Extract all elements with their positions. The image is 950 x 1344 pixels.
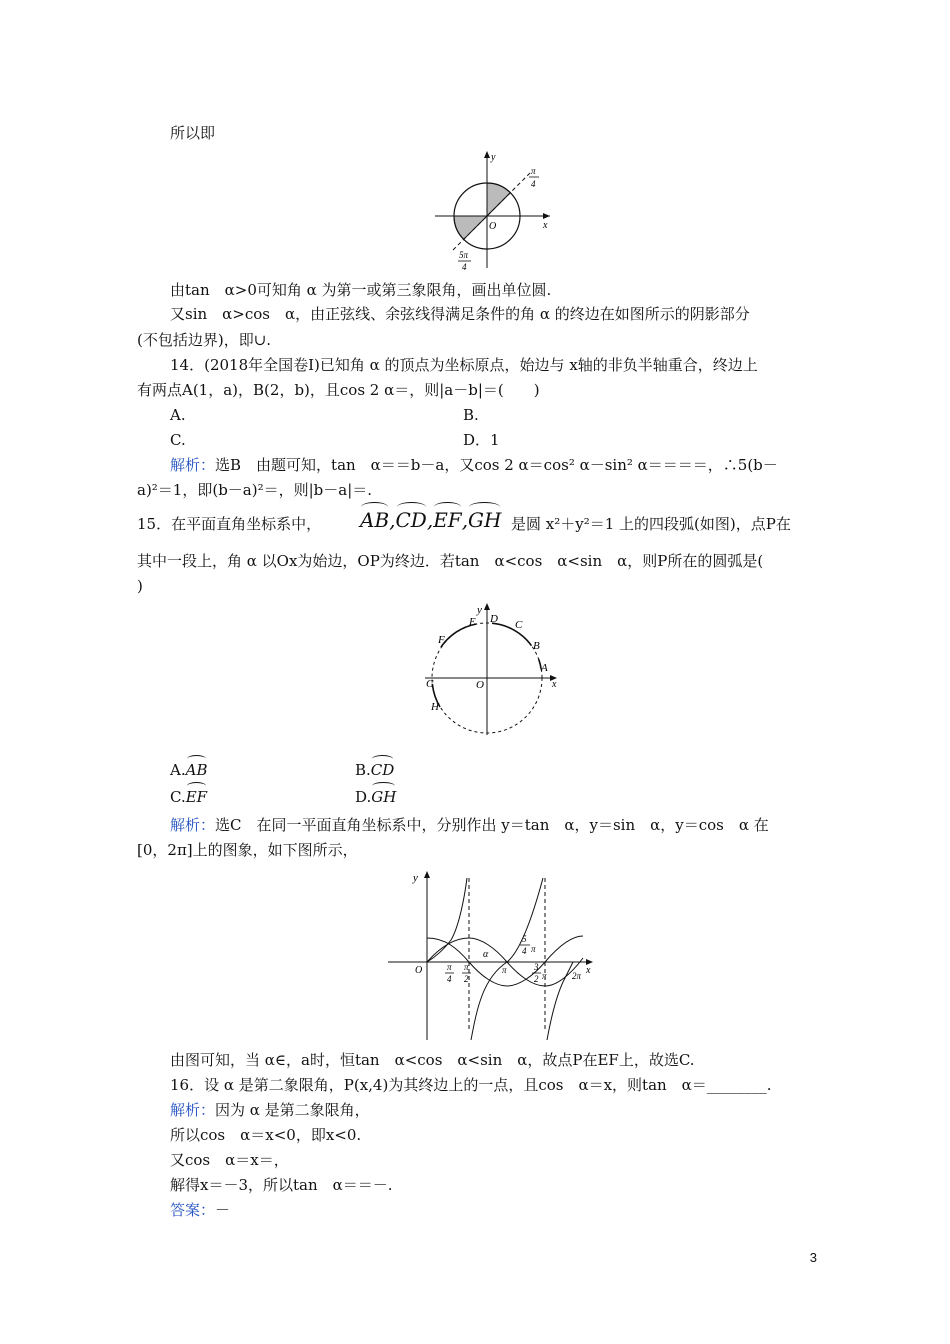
- point-c-label: C: [515, 619, 523, 631]
- answer-value: －: [215, 1201, 231, 1219]
- arc-cd: CD: [395, 508, 427, 532]
- origin-label: O: [415, 965, 423, 976]
- denominator-label: 4: [531, 179, 536, 189]
- origin-label: O: [489, 221, 497, 232]
- y-axis-label: y: [477, 604, 482, 616]
- solution-label: 解析：: [170, 816, 216, 834]
- text-line: 所以即: [170, 124, 216, 142]
- question-14: 14．(2018年全国卷Ⅰ)已知角 α 的顶点为坐标原点，始边与 x轴的非负半轴重合，终边上: [170, 356, 758, 374]
- tick-five-quarter: 5: [522, 934, 527, 944]
- option-a: A.: [170, 406, 186, 424]
- arc-ef: EF: [185, 788, 208, 806]
- solution-label: 解析：: [170, 1101, 216, 1119]
- solution-15: [170, 815, 769, 835]
- answer-label: 答案：: [170, 1201, 216, 1219]
- tick-denominator: 4: [447, 974, 452, 984]
- text-line: 由tan α>0可知角 α 为第一或第三象限角，画出单位圆.: [170, 281, 552, 299]
- arc-list: [360, 508, 501, 532]
- option-c: C.: [170, 431, 186, 449]
- point-b-label: B: [533, 640, 540, 652]
- answer-16: [170, 1200, 230, 1220]
- x-axis-label: x: [552, 679, 557, 690]
- option-letter: A.: [170, 761, 186, 779]
- question-15-prefix: 15．在平面直角坐标系中，: [137, 515, 322, 533]
- text-line: 又sin α>cos α，由正弦线、余弦线得满足条件的角 α 的终边在如图所示的阴影部分: [170, 305, 750, 323]
- y-axis-label: y: [413, 872, 418, 884]
- question-15-cont: 其中一段上，角 α 以Ox为始边，OP为终边．若tan α<cos α<sin α，则P所在的圆弧是(: [137, 552, 764, 570]
- option-a: [170, 760, 207, 780]
- option-b: [355, 760, 394, 780]
- x-axis-label: x: [543, 220, 548, 231]
- solution-16-line: 所以cos α＝x<0，即x<0.: [170, 1126, 362, 1144]
- point-g-label: G: [426, 678, 434, 690]
- solution-text: 选B 由题可知，tan α＝＝b－a，又cos 2 α＝cos² α－sin² α＝＝＝＝，∴5(b－: [215, 456, 778, 474]
- tick-pi: π: [531, 944, 536, 954]
- solution-16-line: 又cos α＝x＝，: [170, 1151, 289, 1169]
- point-d-label: D: [490, 613, 498, 625]
- denominator-label: 4: [462, 262, 467, 272]
- option-d: D．1: [463, 431, 500, 449]
- point-a-label: A: [541, 662, 548, 674]
- option-d: [355, 787, 396, 807]
- solution-16-line: 解得x＝－3，所以tan α＝＝－.: [170, 1176, 393, 1194]
- point-e-label: E: [469, 616, 476, 628]
- solution-15-cont: [0，2π]上的图象，如下图所示，: [137, 841, 358, 859]
- arc-ab: AB: [360, 508, 390, 532]
- unit-circle-shaded-figure: [425, 148, 560, 273]
- question-15-suffix: 是圆 x²＋y²＝1 上的四段弧(如图)，点P在: [511, 515, 791, 533]
- solution-text: 选C 在同一平面直角坐标系中，分别作出 y＝tan α，y＝sin α，y＝cos α 在: [215, 816, 769, 834]
- question-15-paren: ): [137, 577, 143, 595]
- point-f-label: F: [438, 634, 445, 646]
- solution-label: 解析：: [170, 456, 216, 474]
- page-number: 3: [809, 1250, 817, 1265]
- separator: ,: [461, 508, 469, 532]
- tick-three-half: 3: [534, 962, 539, 972]
- x-axis-label: x: [586, 965, 591, 976]
- pi-label: π: [531, 166, 536, 176]
- solution-14: [170, 455, 778, 475]
- tick-denominator: 2: [464, 974, 469, 984]
- option-letter: B.: [355, 761, 371, 779]
- question-16: 16．设 α 是第二象限角，P(x,4)为其终边上的一点，且cos α＝x，则tan α＝________.: [170, 1076, 772, 1094]
- tick-denominator: 2: [534, 974, 539, 984]
- tick-pi-over-4: π: [447, 962, 452, 972]
- separator: ,: [426, 508, 434, 532]
- five-pi-label: 5π: [459, 250, 469, 260]
- arc-gh: GH: [468, 508, 502, 532]
- tick-two-pi: 2π: [572, 971, 582, 981]
- solution-16: [170, 1100, 370, 1120]
- option-letter: C.: [170, 788, 186, 806]
- origin-label: O: [476, 679, 484, 691]
- separator: ,: [389, 508, 396, 532]
- unit-circle-arcs-figure: [420, 600, 565, 740]
- trig-graphs-figure: [385, 868, 600, 1043]
- text-line: (不包括边界)，即∪.: [137, 331, 272, 349]
- option-letter: D.: [355, 788, 372, 806]
- arc-cd: CD: [370, 761, 395, 779]
- tick-pi: π: [502, 965, 507, 975]
- alpha-label: α: [483, 949, 489, 960]
- point-h-label: H: [431, 701, 439, 713]
- solution-15-conclusion: 由图可知，当 α∈，a时，恒tan α<cos α<sin α，故点P在EF上，故选C.: [170, 1051, 695, 1069]
- option-c: [170, 787, 207, 807]
- tick-pi: π: [542, 971, 547, 981]
- arc-gh: GH: [371, 788, 397, 806]
- tick-denominator: 4: [522, 946, 527, 956]
- question-14-cont: 有两点A(1，a)，B(2，b)，且cos 2 α＝，则|a－b|＝( ): [137, 381, 540, 399]
- option-b: B.: [463, 406, 479, 424]
- arc-ef: EF: [433, 508, 462, 532]
- solution-14-cont: a)²＝1，即(b－a)²＝，则|b－a|＝.: [137, 481, 373, 499]
- tick-pi-over-2: π: [464, 962, 469, 972]
- arc-ab: AB: [185, 761, 208, 779]
- solution-text: 因为 α 是第二象限角，: [215, 1101, 370, 1119]
- y-axis-label: y: [491, 152, 496, 163]
